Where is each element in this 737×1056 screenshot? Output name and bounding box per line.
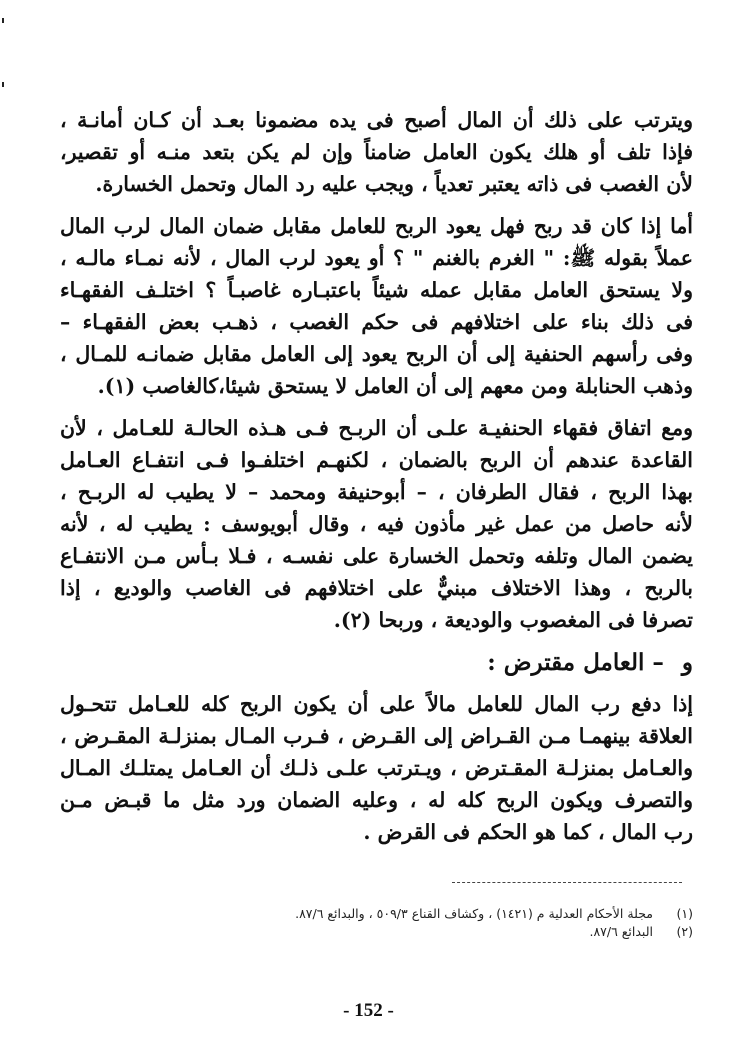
footnote bbox=[220, 905, 693, 923]
section-title: العامل مقترض : bbox=[487, 649, 645, 676]
text-line: بالربح ، وهذا الاختلاف مبنيٌّ على اختلافهم فى الغاصب والوديع ، إذا bbox=[60, 576, 693, 600]
text-line: القاعدة عندهم أن الربح بالضمان ، لكنهـم اختلفـوا فـى انتفـاع العـامل bbox=[60, 448, 693, 472]
paragraph-2 bbox=[60, 210, 693, 402]
footnotes bbox=[220, 905, 693, 941]
section-heading bbox=[60, 646, 693, 680]
footnote-number: (٢) bbox=[676, 924, 693, 939]
footnote-text: مجلة الأحكام العدلية م (١٤٢١) ، وكشاف القناع ٥٠٩/٣ ، والبدائع ٨٧/٦. bbox=[295, 906, 653, 921]
text-line: تصرفا فى المغصوب والوديعة ، وربحا (٢). bbox=[333, 608, 693, 632]
text-line: لأنه حاصل من عمل غير مأذون فيه ، وقال أبويوسف : يطيب له ، لأنه bbox=[60, 512, 693, 536]
text-line: عملاً بقوله ﷺ: " الغرم بالغنم " ؟ أو يعود لرب المال ، لأنه نمـاء مالـه ، bbox=[60, 246, 693, 270]
paragraph-3 bbox=[60, 412, 693, 636]
text-line: والعـامل بمنزلـة المقـترض ، ويـترتب علـى ذلـك أن العـامل يمتلـك المـال bbox=[60, 756, 693, 780]
text-line: إذا دفع رب المال للعامل مالاً على أن يكون الربح كله للعـامل تتحـول bbox=[60, 692, 693, 716]
scan-margin-mark bbox=[2, 18, 4, 23]
text-line: بهذا الربح ، فقال الطرفان ، – أبوحنيفة ومحمد – لا يطيب له الربـح ، bbox=[60, 480, 693, 504]
text-line: وفى رأسهم الحنفية إلى أن الربح يعود إلى العامل مقابل ضمانـه للمـال ، bbox=[60, 342, 693, 366]
text-line: فى ذلك بناء على اختلافهم فى حكم الغصب ، ذهـب بعض الفقهـاء – bbox=[60, 310, 693, 334]
footnote-separator bbox=[452, 882, 682, 883]
footnote bbox=[220, 923, 693, 941]
text-line: ولا يستحق العامل مقابل عمله شيئاً باعتبـاره غاصبـاً ؟ اختلـف الفقهـاء bbox=[60, 278, 693, 302]
text-line: وذهب الحنابلة ومن معهم إلى أن العامل لا يستحق شيئا،كالغاصب (١). bbox=[97, 374, 693, 398]
section-dash: – bbox=[652, 649, 664, 676]
footnote-number: (١) bbox=[676, 906, 693, 921]
section-letter: و bbox=[681, 649, 693, 676]
paragraph-4 bbox=[60, 688, 693, 848]
page-number: - 152 - bbox=[343, 1000, 394, 1021]
text-line: يضمن المال وتلفه وتحمل الخسارة على نفسـه ، فـلا بـأس مـن الانتفـاع bbox=[60, 544, 693, 568]
text-line: فإذا تلف أو هلك يكون العامل ضامناً وإن لم يكن بتعد منـه أو تقصير، bbox=[60, 140, 693, 164]
paragraph-1 bbox=[60, 104, 693, 200]
text-line: والتصرف ويكون الربح كله له ، وعليه الضمان ورد مثل ما قبـض مـن bbox=[60, 788, 693, 812]
footnote-text: البدائع ٨٧/٦. bbox=[589, 924, 653, 939]
text-line: ويترتب على ذلك أن المال أصبح فى يده مضمونا بعـد أن كـان أمانـة ، bbox=[60, 108, 693, 132]
main-text bbox=[60, 104, 693, 858]
text-line: العلاقة بينهمـا مـن القـراض إلى القـرض ، فـرب المـال بمنزلـة المقـرض ، bbox=[60, 724, 693, 748]
text-line: لأن الغصب فى ذاته يعتبر تعدياً ، ويجب عليه رد المال وتحمل الخسارة. bbox=[95, 172, 693, 196]
text-line: رب المال ، كما هو الحكم فى القرض . bbox=[363, 820, 693, 844]
text-line: ومع اتفاق فقهاء الحنفيـة علـى أن الربـح فـى هـذه الحالـة للعـامل ، لأن bbox=[60, 416, 693, 440]
text-line: أما إذا كان قد ربح فهل يعود الربح للعامل مقابل ضمان المال لرب المال bbox=[60, 214, 693, 238]
scan-margin-mark bbox=[2, 82, 4, 87]
